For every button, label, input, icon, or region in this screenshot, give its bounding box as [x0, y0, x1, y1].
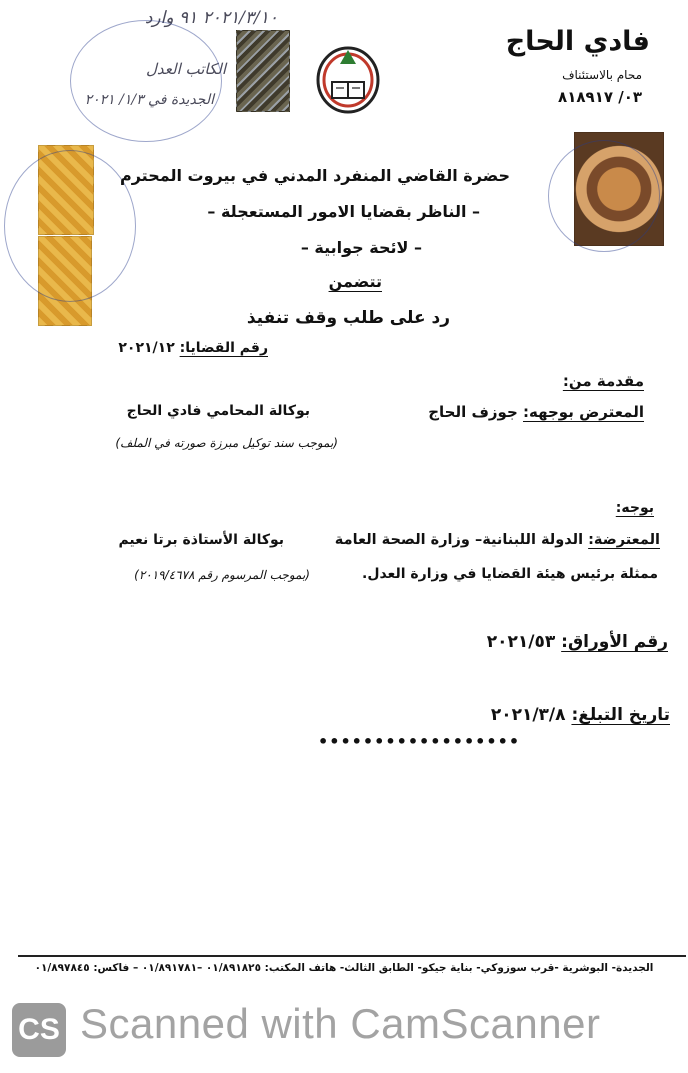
document-subject: رد على طلب وقف تنفيذ	[246, 308, 450, 328]
opposing-counsel: بوكالة الأستاذة برتا نعيم	[118, 532, 284, 548]
lawyer-phone: ٠٣/ ٨١٨٩١٧	[558, 88, 642, 106]
handwritten-line-2: الكاتب العدل	[145, 60, 226, 78]
case-number-value: ٢٠٢١/١٢	[118, 340, 175, 356]
notification-date	[491, 705, 670, 725]
official-seal-icon	[548, 140, 660, 252]
footer-address: الجديدة- البوشرية -قرب سوزوكي- بناية جيكو- الطابق الثالث- هاتف المكتب: ٠١/٨٩١٨٢٥ –٠١/٨٩١٧٨١ – فاكس: ٠١/٨٩٧٨٤٥	[34, 962, 654, 974]
opposing-representation: ممثلة برئيس هيئة القضايا في وزارة العدل.	[362, 566, 658, 582]
lawyer-name: فادي الحاج	[505, 26, 650, 57]
papers-number-value: ٢٠٢١/٥٣	[486, 632, 556, 652]
respondent-counsel: بوكالة المحامي فادي الحاج	[126, 403, 310, 419]
opposing-counsel-note: (بموجب المرسوم رقم ٢٠١٩/٤٦٧٨)	[134, 568, 310, 582]
opposing-name: الدولة اللبنانية– وزارة الصحة العامة	[334, 532, 584, 548]
notification-date-label: تاريخ التبلغ:	[571, 705, 670, 725]
respondent-label: المعترض بوجهه:	[523, 403, 644, 421]
from-heading: مقدمة من:	[562, 372, 644, 390]
document-includes: تتضمن	[328, 272, 382, 291]
official-seal-icon	[70, 20, 222, 142]
respondent-name: جوزف الحاج	[428, 403, 518, 421]
handwritten-line-1: ٢٠٢١/٣/١٠ ٩١ وارد	[144, 8, 278, 28]
opposing-party	[335, 532, 660, 548]
camscanner-watermark: Scanned with CamScanner	[80, 1000, 601, 1047]
papers-number	[487, 632, 668, 652]
separator-dots: ••••••••••••••••••	[318, 732, 521, 751]
notification-date-value: ٢٠٢١/٣/٨	[490, 705, 566, 725]
document-type: – لائحة جوابية –	[300, 238, 422, 257]
court-division: – الناظر بقضايا الامور المستعجلة –	[207, 202, 480, 221]
camscanner-logo-icon: CS	[12, 1003, 66, 1057]
footer-divider	[18, 955, 686, 957]
bar-association-logo-icon	[316, 44, 380, 114]
opposing-label: المعترضة:	[588, 532, 660, 548]
official-seal-icon	[4, 150, 136, 302]
respondent-counsel-note: (بموجب سند توكيل مبرزة صورته في الملف)	[115, 436, 338, 450]
against-heading: بوجه:	[615, 500, 654, 516]
revenue-stamp-icon	[236, 30, 290, 112]
papers-number-label: رقم الأوراق:	[561, 632, 668, 652]
respondent-party	[428, 403, 644, 421]
lawyer-title: محام بالاستئناف	[562, 68, 642, 82]
case-number-label: رقم القضايا:	[179, 340, 268, 356]
handwritten-line-3: الجديدة في ١/٣/ ٢٠٢١	[84, 92, 214, 108]
court-addressee: حضرة القاضي المنفرد المدني في بيروت المحترم	[119, 166, 510, 185]
case-number	[118, 340, 268, 356]
